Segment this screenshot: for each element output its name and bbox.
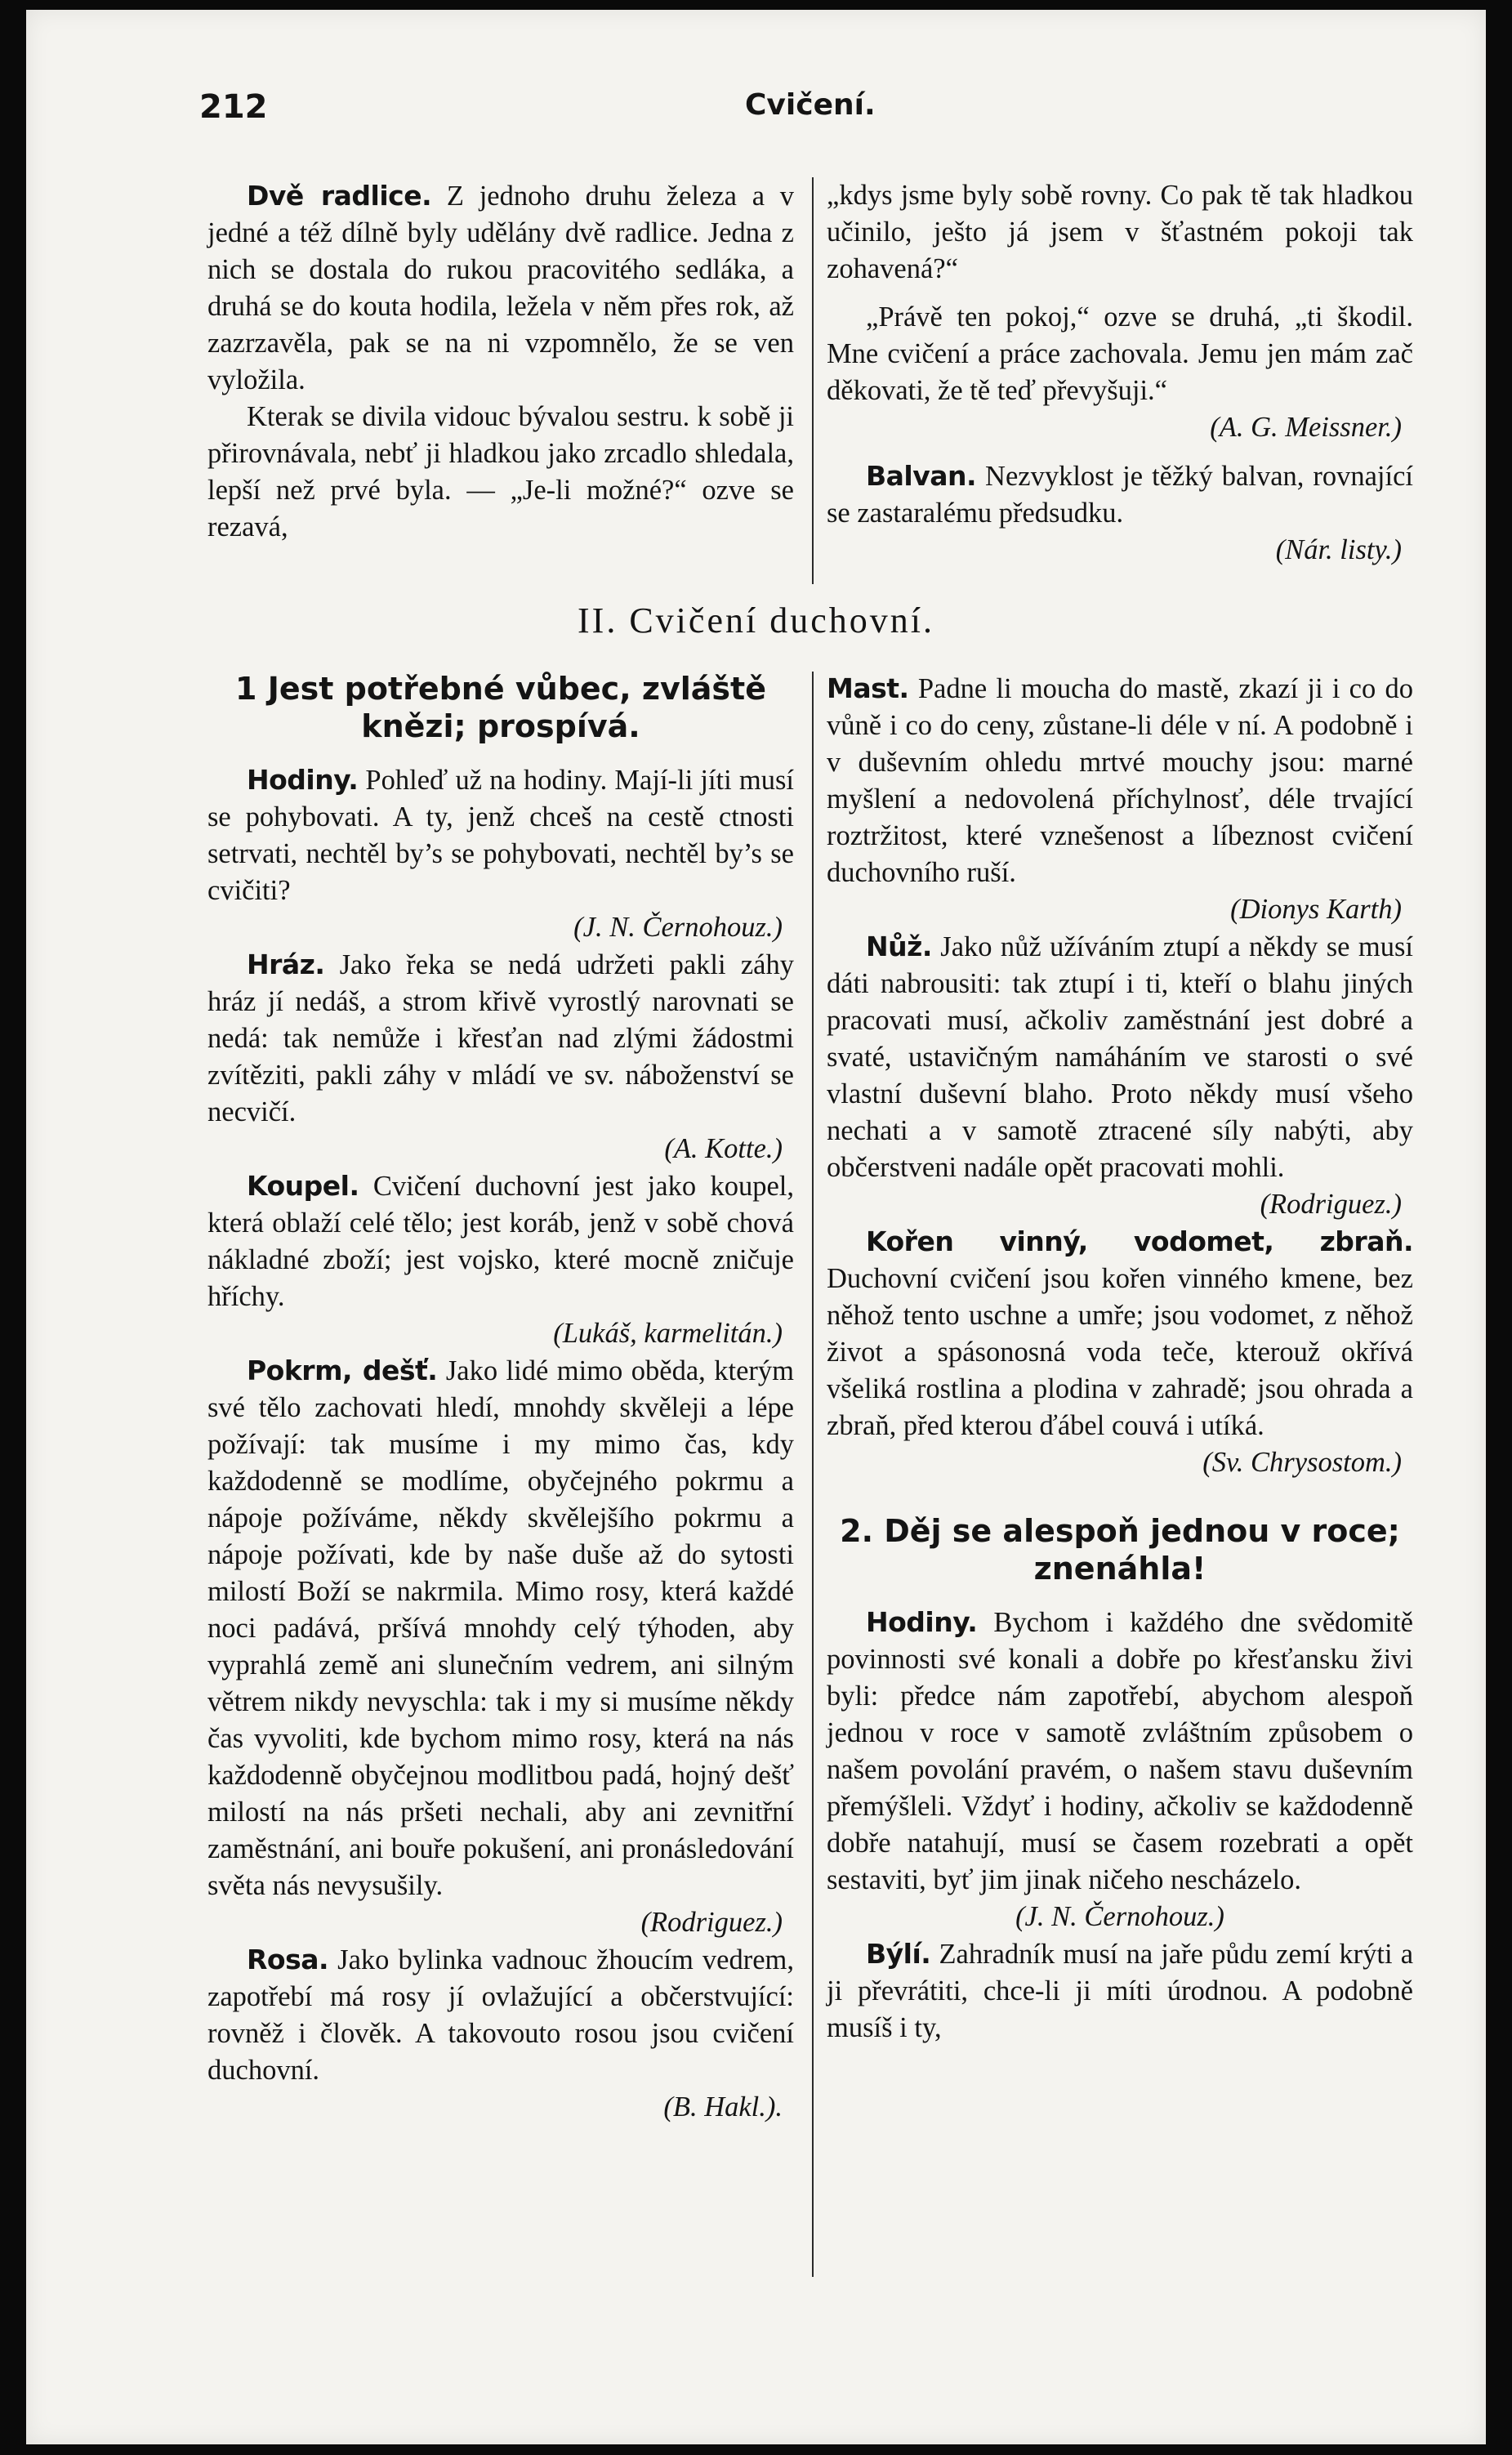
paragraph-dve-radlice: [207, 177, 794, 399]
text-pokrm: Jako lidé mimo oběda, kterým své tělo zachovati hledí, mnohdy skvěleji a lépe požívají: tak musíme i my mimo čas, kdy každodenně se modlíme, obyčejného pokrmu a nápoje požíváme, někdy skvělejšího pokrmu a nápoje požívati, kde by naše duše až do sytosti milostí Boží se nakrmila. Mimo rosy, která každé noci padává, pršívá mnohdy celý týhoden, aby vyprahlá země ani slunečním vedrem, ani silným větrem nikdy nevyschla: tak i my si musíme někdy čas vyvoliti, kde bychom mimo rosy, která na nás každodenně obyčejnou modlitbou padá, hojný dešť milostí na nás pršeti nechali, aby ani zevnitřní zaměstnání, ani bouře pokušení, ani pronásledování světa nás nevysušily.: [207, 1355, 795, 1901]
upper-left-column: [207, 177, 794, 546]
lower-left-column: [207, 670, 794, 2126]
attribution-nar-listy: (Nár. listy.): [1275, 534, 1402, 565]
keyword-hraz: Hráz.: [247, 949, 325, 980]
paragraph-prave: „Právě ten pokoj,“ ozve se druhá, „ti škodil. Mne cvičení a práce zachovala. Jemu jen mám zač děkovati, že tě teď převyšuji.“: [827, 301, 1413, 406]
keyword-koren: Kořen vinný, vodomet, zbraň.: [866, 1225, 1413, 1257]
keyword-hodiny-2: Hodiny.: [866, 1606, 978, 1638]
text-dve-radlice: Z jednoho druhu železa a v jedné a též dílně byly udělány dvě radlice. Jedna z nich se dostala do rukou pracovitého sedláka, a druhá se do kouta hodila, ležela v něm přes rok, až zazrzavěla, pak se na ni vzpomnělo, že se ven vyložila.: [207, 181, 794, 395]
paragraph-mast: [827, 670, 1413, 891]
paragraph-koupel: [207, 1167, 794, 1315]
running-title: Cvičení.: [745, 88, 876, 122]
paragraph-koren: [827, 1223, 1413, 1444]
attribution-hakl: (B. Hakl.).: [663, 2091, 783, 2122]
keyword-mast: Mast.: [827, 672, 909, 704]
lower-right-column: [827, 670, 1413, 2047]
text-koupel: Cvičení duchovní jest jako koupel, která oblaží celé tělo; jest koráb, jenž v sobě chová nákladné zboží; jest vojsko, které mocně zničuje hříchy.: [207, 1171, 794, 1312]
keyword-dve-radlice: Dvě radlice.: [247, 180, 432, 212]
attribution-kotte: (A. Kotte.): [664, 1133, 783, 1164]
paragraph-hodiny-2: [827, 1604, 1413, 1899]
text-balvan: Nezvyklost je těžký balvan, rovnající se zastaralému předsudku.: [827, 461, 1413, 529]
keyword-balvan: Balvan.: [866, 460, 977, 492]
paragraph-hraz: [207, 946, 794, 1131]
text-hodiny-2: Bychom i každého dne svědomitě povinnosti své konali a dobře po křesťansku živi byli: předce nám zapotřebí, abychom alespoň jednou v roce v samotě zvláštním způsobem o našem povolání pravém, o našem stavu duševním přemýšleli. Vždyť i hodiny, ačkoliv se každodenně dobře natahují, musí se časem rozebrati a opět sestaviti, byť jim jinak ničeho nescházelo.: [827, 1607, 1413, 1895]
attribution-rodriguez-1: (Rodriguez.): [640, 1907, 783, 1938]
page-number: 212: [199, 88, 268, 126]
subheading-2: 2. Děj se alespoň jednou v roce; znenáhla!: [840, 1513, 1400, 1587]
text-rosa: Jako bylinka vadnouc žhoucím vedrem, zapotřebí má rosy jí ovlažující a občerstvující: rovněž i člověk. A takovouto rosou jsou cvičení duchovní.: [207, 1944, 795, 2086]
text-hraz: Jako řeka se nedá udržeti pakli záhy hráz jí nedáš, a strom křivě vyrostlý narovnati se nedá: tak nemůže i křesťan nad zlými žádostmi zvítěziti, pakli záhy v mládí ve sv. náboženství se necvičí.: [207, 949, 794, 1127]
text-byli: Zahradník musí na jaře půdu zemí krýti a ji převrátiti, chce-li ji míti úrodnou. A podobně musíš i ty,: [827, 1939, 1414, 2043]
keyword-byli: Býlí.: [866, 1938, 931, 1970]
keyword-pokrm: Pokrm, dešť.: [247, 1355, 438, 1386]
book-page: [26, 10, 1486, 2444]
text-mast: Padne li moucha do mastě, zkazí ji i co do vůně i co do ceny, zůstane-li déle v ní. A podobně i v duševním ohledu mrtvé mouchy jsou: marné myšlení a nedovolená příchylnosť, déle trvající roztržitost, které vznešenost a líbeznost cvičení duchovního ruší.: [827, 673, 1414, 888]
attribution-karth: (Dionys Karth): [1230, 894, 1402, 925]
attribution-cernohouz-2: (J. N. Černohouz.): [1015, 1901, 1224, 1932]
attribution-rodriguez-2: (Rodriguez.): [1260, 1189, 1402, 1220]
section-heading: II. Cvičení duchovní.: [578, 600, 934, 641]
keyword-koupel: Koupel.: [247, 1170, 359, 1202]
text-hodiny: Pohleď už na hodiny. Mají-li jíti musí se pohybovati. A ty, jenž chceš na cestě ctnosti setrvati, nechtěl by’s se pohybovati, nechtěl by’s se cvičiti?: [207, 765, 794, 906]
paragraph-nuz: [827, 928, 1413, 1186]
attribution-meissner: (A. G. Meissner.): [1210, 412, 1402, 443]
upper-column-divider: [812, 177, 814, 584]
paragraph-kterak: Kterak se divila vidouc bývalou sestru. k sobě ji přirovnávala, nebť ji hladkou jako zrcadlo shledala, lepší než prvé byla. — „Je-li možné?“ ozve se rezavá,: [207, 401, 794, 542]
paragraph-rosa: [207, 1941, 794, 2089]
paragraph-byli: [827, 1935, 1413, 2047]
lower-column-divider: [812, 672, 814, 2277]
paragraph-balvan: [827, 458, 1413, 532]
attribution-lukas: (Lukáš, karmelitán.): [553, 1318, 783, 1349]
keyword-nuz: Nůž.: [866, 931, 932, 962]
attribution-chrysostom: (Sv. Chrysostom.): [1202, 1447, 1402, 1478]
paragraph-hodiny: [207, 761, 794, 909]
keyword-hodiny: Hodiny.: [247, 764, 359, 796]
subheading-1: 1 Jest potřebné vůbec, zvláště knězi; prospívá.: [235, 671, 766, 744]
paragraph-kdys: „kdys jsme byly sobě rovny. Co pak tě tak hladkou učinilo, ješto já jsem v šťastném pokoji tak zohavená?“: [827, 180, 1413, 284]
upper-right-column: [827, 177, 1413, 569]
text-koren: Duchovní cvičení jsou kořen vinného kmene, bez něhož tento uschne a umře; jsou vodomet, z něhož život a spásonosná voda teče, kterouž okřívá všeliká rostlina a plodina v zahradě; jsou ohrada a zbraň, před kterou ďábel couvá i utíká.: [827, 1263, 1413, 1441]
text-nuz: Jako nůž užíváním ztupí a někdy se musí dáti nabrousiti: tak ztupí i ti, kteří o blahu jiných pracovati musí, ačkoliv zaměstnání jest dobré a svaté, ustavičným namáháním ve starosti o své vlastní duševní blaho. Proto někdy musí všeho nechati a v samotě ztracené síly nabýti, aby občerstveni nadále opět pracovati mohli.: [827, 931, 1413, 1183]
keyword-rosa: Rosa.: [247, 1944, 329, 1975]
paragraph-pokrm: [207, 1352, 794, 1904]
attribution-cernohouz: (J. N. Černohouz.): [573, 912, 783, 943]
